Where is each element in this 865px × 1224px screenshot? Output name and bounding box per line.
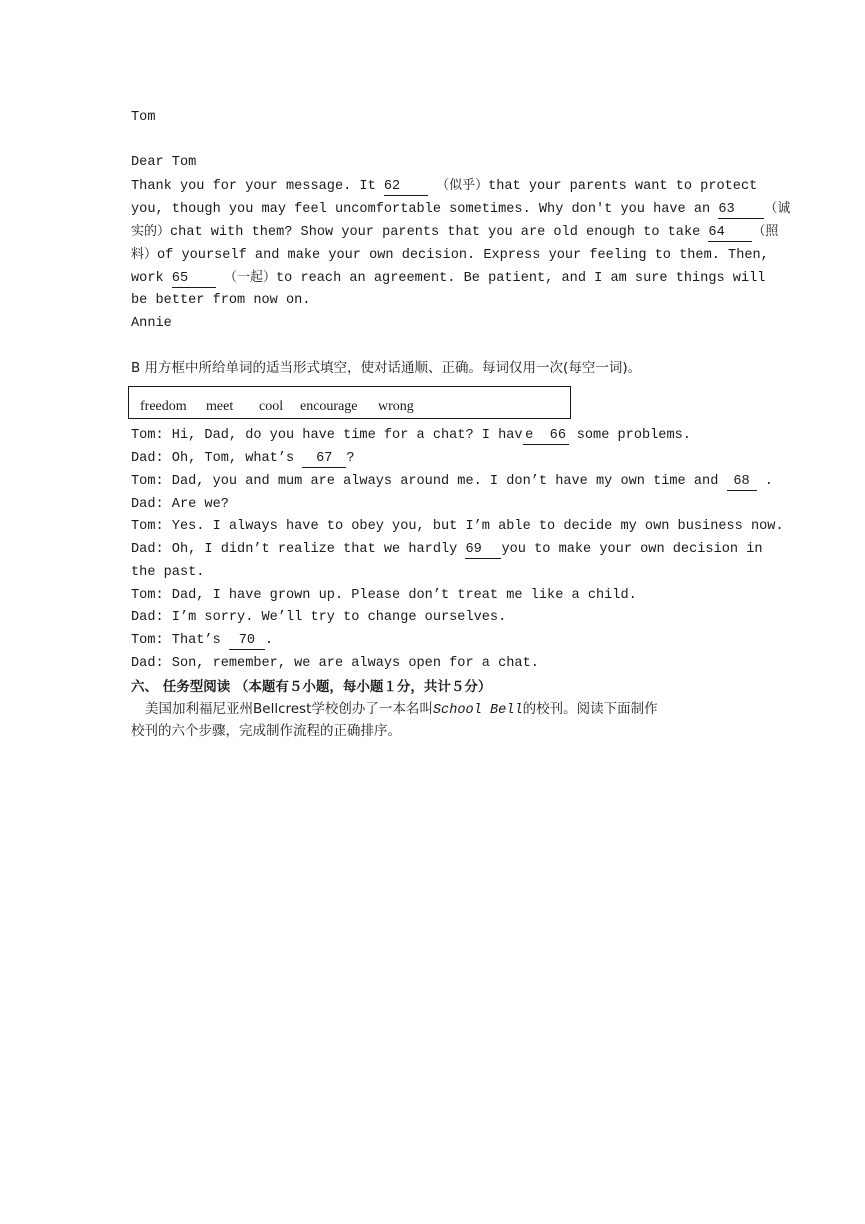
text: . [764,474,773,489]
text: . [264,633,274,648]
text: you to make your own decision in [501,542,763,557]
hint-cn: 实的） [131,224,171,239]
dialogue-line-10 [131,631,733,651]
blank-63: 63 [718,201,764,219]
section-6-heading: 六、 任务型阅读 （本题有５小题，每小题１分，共计５分） [131,679,492,695]
section-b-instruction: B 用方框中所给单词的适当形式填空，使对话通顺、正确。每词仅用一次(每空一词)。 [131,360,642,376]
hint-cn: （照 [752,224,779,239]
text: to reach an agreement. Be patient, and I am sure things will [275,271,766,286]
dialogue-line-4: Dad: Are we? [131,497,229,512]
word-encourage: encourage [300,399,358,414]
text: of yourself and make your own decision. Express your feeling to them. Then, [157,248,769,263]
letter-line-3 [131,222,779,243]
word-box [128,386,571,419]
blank-70: 70 [229,632,265,650]
word-freedom: freedom [140,399,187,414]
signature-tom: Tom [131,110,156,125]
dialogue-line-7: the past. [131,565,205,580]
text: ? [346,451,355,466]
dialogue-line-9: Dad: I’m sorry. We’ll try to change ourselves. [131,610,507,625]
text: e [525,428,534,443]
letter-line-4 [131,245,769,266]
blank-62: 62 [384,178,428,196]
text: Tom: Hi, Dad, do you have time for a chat? I hav [131,428,523,443]
text: 美国加利福尼亚州Bellcrest学校创办了一本名叫 [145,701,433,717]
hint-cn: （诚 [764,201,791,216]
letter-line-1 [131,176,758,197]
hint-cn: 料） [131,247,158,262]
letter-line-6: be better from now on. [131,293,311,308]
letter-signature: Annie [131,316,172,331]
text: Tom: Dad, you and mum are always around me. I don’t have my own time and [131,474,727,489]
text: you, though you may feel uncomfortable sometimes. Why don't you have an [131,202,719,217]
dialogue-line-1 [131,426,733,446]
letter-line-2 [131,199,791,220]
dialogue-line-8: Tom: Dad, I have grown up. Please don’t treat me like a child. [131,588,637,603]
text: some problems. [568,428,691,443]
blank-69: 69 [465,541,501,559]
text: 的校刊。阅读下面制作 [522,701,658,717]
dialogue-line-6 [131,540,763,560]
word-wrong: wrong [378,399,414,414]
blank-68: 68 [727,473,757,491]
dialogue-line-5: Tom: Yes. I always have to obey you, but I’m able to decide my own business now. [131,519,784,534]
text: Dad: Oh, Tom, what’s [131,451,303,466]
text: work [131,271,172,286]
section-6-intro-line-2: 校刊的六个步骤，完成制作流程的正确排序。 [131,723,401,739]
hint-cn: （一起） [223,270,276,285]
blank-64: 64 [708,224,752,242]
hint-cn: （似乎） [436,178,489,193]
text: Thank you for your message. It [131,179,384,194]
dialogue-line-11: Dad: Son, remember, we are always open for a chat. [131,656,539,671]
magazine-title: School Bell [432,703,523,718]
letter-salutation: Dear Tom [131,155,197,170]
text: chat with them? Show your parents that you are old enough to take [170,225,709,240]
text: Dad: Oh, I didn’t realize that we hardly [131,542,466,557]
blank-65: 65 [172,270,216,288]
dialogue-line-3 [131,472,773,492]
blank-67: 67 [302,450,346,468]
text: Tom: That’s [131,633,229,648]
blank-66-label: 66 [549,428,566,443]
dialogue-line-2 [131,449,733,469]
letter-line-5 [131,268,766,289]
blank-66 [523,427,569,445]
word-cool: cool [259,399,284,414]
word-meet: meet [206,399,234,414]
text: that your parents want to protect [488,179,758,194]
section-6-intro-line-1 [131,699,733,721]
